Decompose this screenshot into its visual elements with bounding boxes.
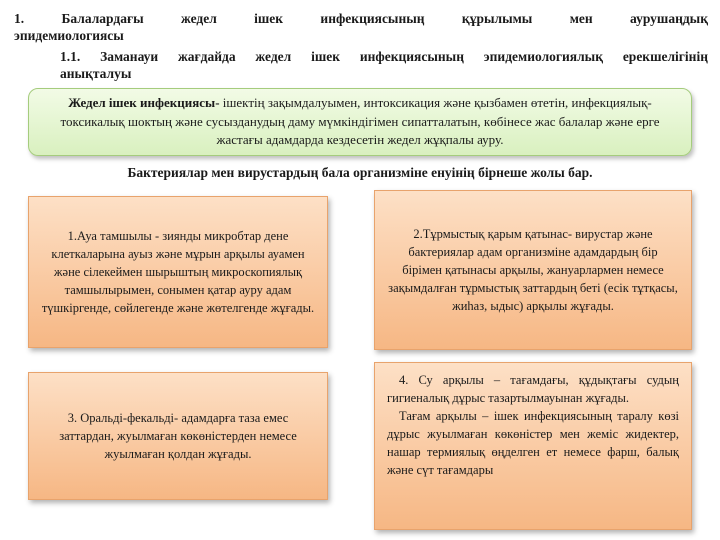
- card-oral-fecal-text: 3. Оральді-фекальді- адамдарға таза емес заттардан, жуылмаған көкөністерден немесе жуылмаған қолдан жұғады.: [59, 411, 297, 461]
- card-household-contact: [374, 190, 692, 350]
- subsection-heading-line1-cont: анықталуы: [60, 66, 132, 81]
- card-household-text: 2.Тұрмыстық қарым қатынас- вирустар және бактериялар адам организміне адамдардың бір бірімен қатынасы арқылы, жануарлармен немесе зақымдалған тұрмыстық заттардың беті (есік тұтқасы, жиһаз, ыдыс) арқылы жұғады.: [388, 227, 678, 313]
- card-airborne: [28, 196, 328, 348]
- subsection-heading-line1: 1.1. Заманауи жағдайда жедел ішек инфекциясының эпидемиологиялық ерекшелігінің: [60, 49, 708, 64]
- definition-term: Жедел ішек инфекциясы-: [68, 95, 220, 110]
- card-airborne-text: 1.Ауа тамшылы - зиянды микробтар дене клеткаларына ауыз және мұрын арқылы ауамен және сілекеймен шырыштың микроскопиялық тамшылырымен, сонымен қатар ауру адам түшкіргенде, сөйлегенде және жөтелгенде жұғады.: [41, 229, 315, 315]
- definition-text: ішектің зақымдалуымен, интоксикация және қызбамен өтетін, инфекциялық- токсикалық шоктың және сусызданудың даму мүмкіндігімен сипатталатын, көбінесе жас балалар және ерге жастағы адамдарда кездесетін жедел жұқпалы ауру.: [60, 95, 660, 147]
- definition-box: [28, 88, 692, 156]
- card-water-food: [374, 362, 692, 530]
- card-oral-fecal: [28, 372, 328, 500]
- card-water-text: 4. Су арқылы – тағамдағы, құдықтағы судың гигиеналық дұрыс тазартылмауынан жұғады.: [387, 373, 679, 405]
- section-heading-line1-cont: эпидемиологиясы: [14, 28, 124, 43]
- section-heading-line1: 1. Балалардағы жедел ішек инфекциясының құрылымы мен аурушаңдық: [14, 11, 708, 26]
- transmission-routes-title: Бактериялар мен вирустардың бала организміне енуінің бірнеше жолы бар.: [127, 165, 593, 180]
- card-food-text: Тағам арқылы – ішек инфекциясының таралу көзі дұрыс жуылмаған көкөністер мен жеміс жидектер, нашар термиялық өңделген ет немесе фарш, балық және сүт тағамдары: [387, 409, 679, 477]
